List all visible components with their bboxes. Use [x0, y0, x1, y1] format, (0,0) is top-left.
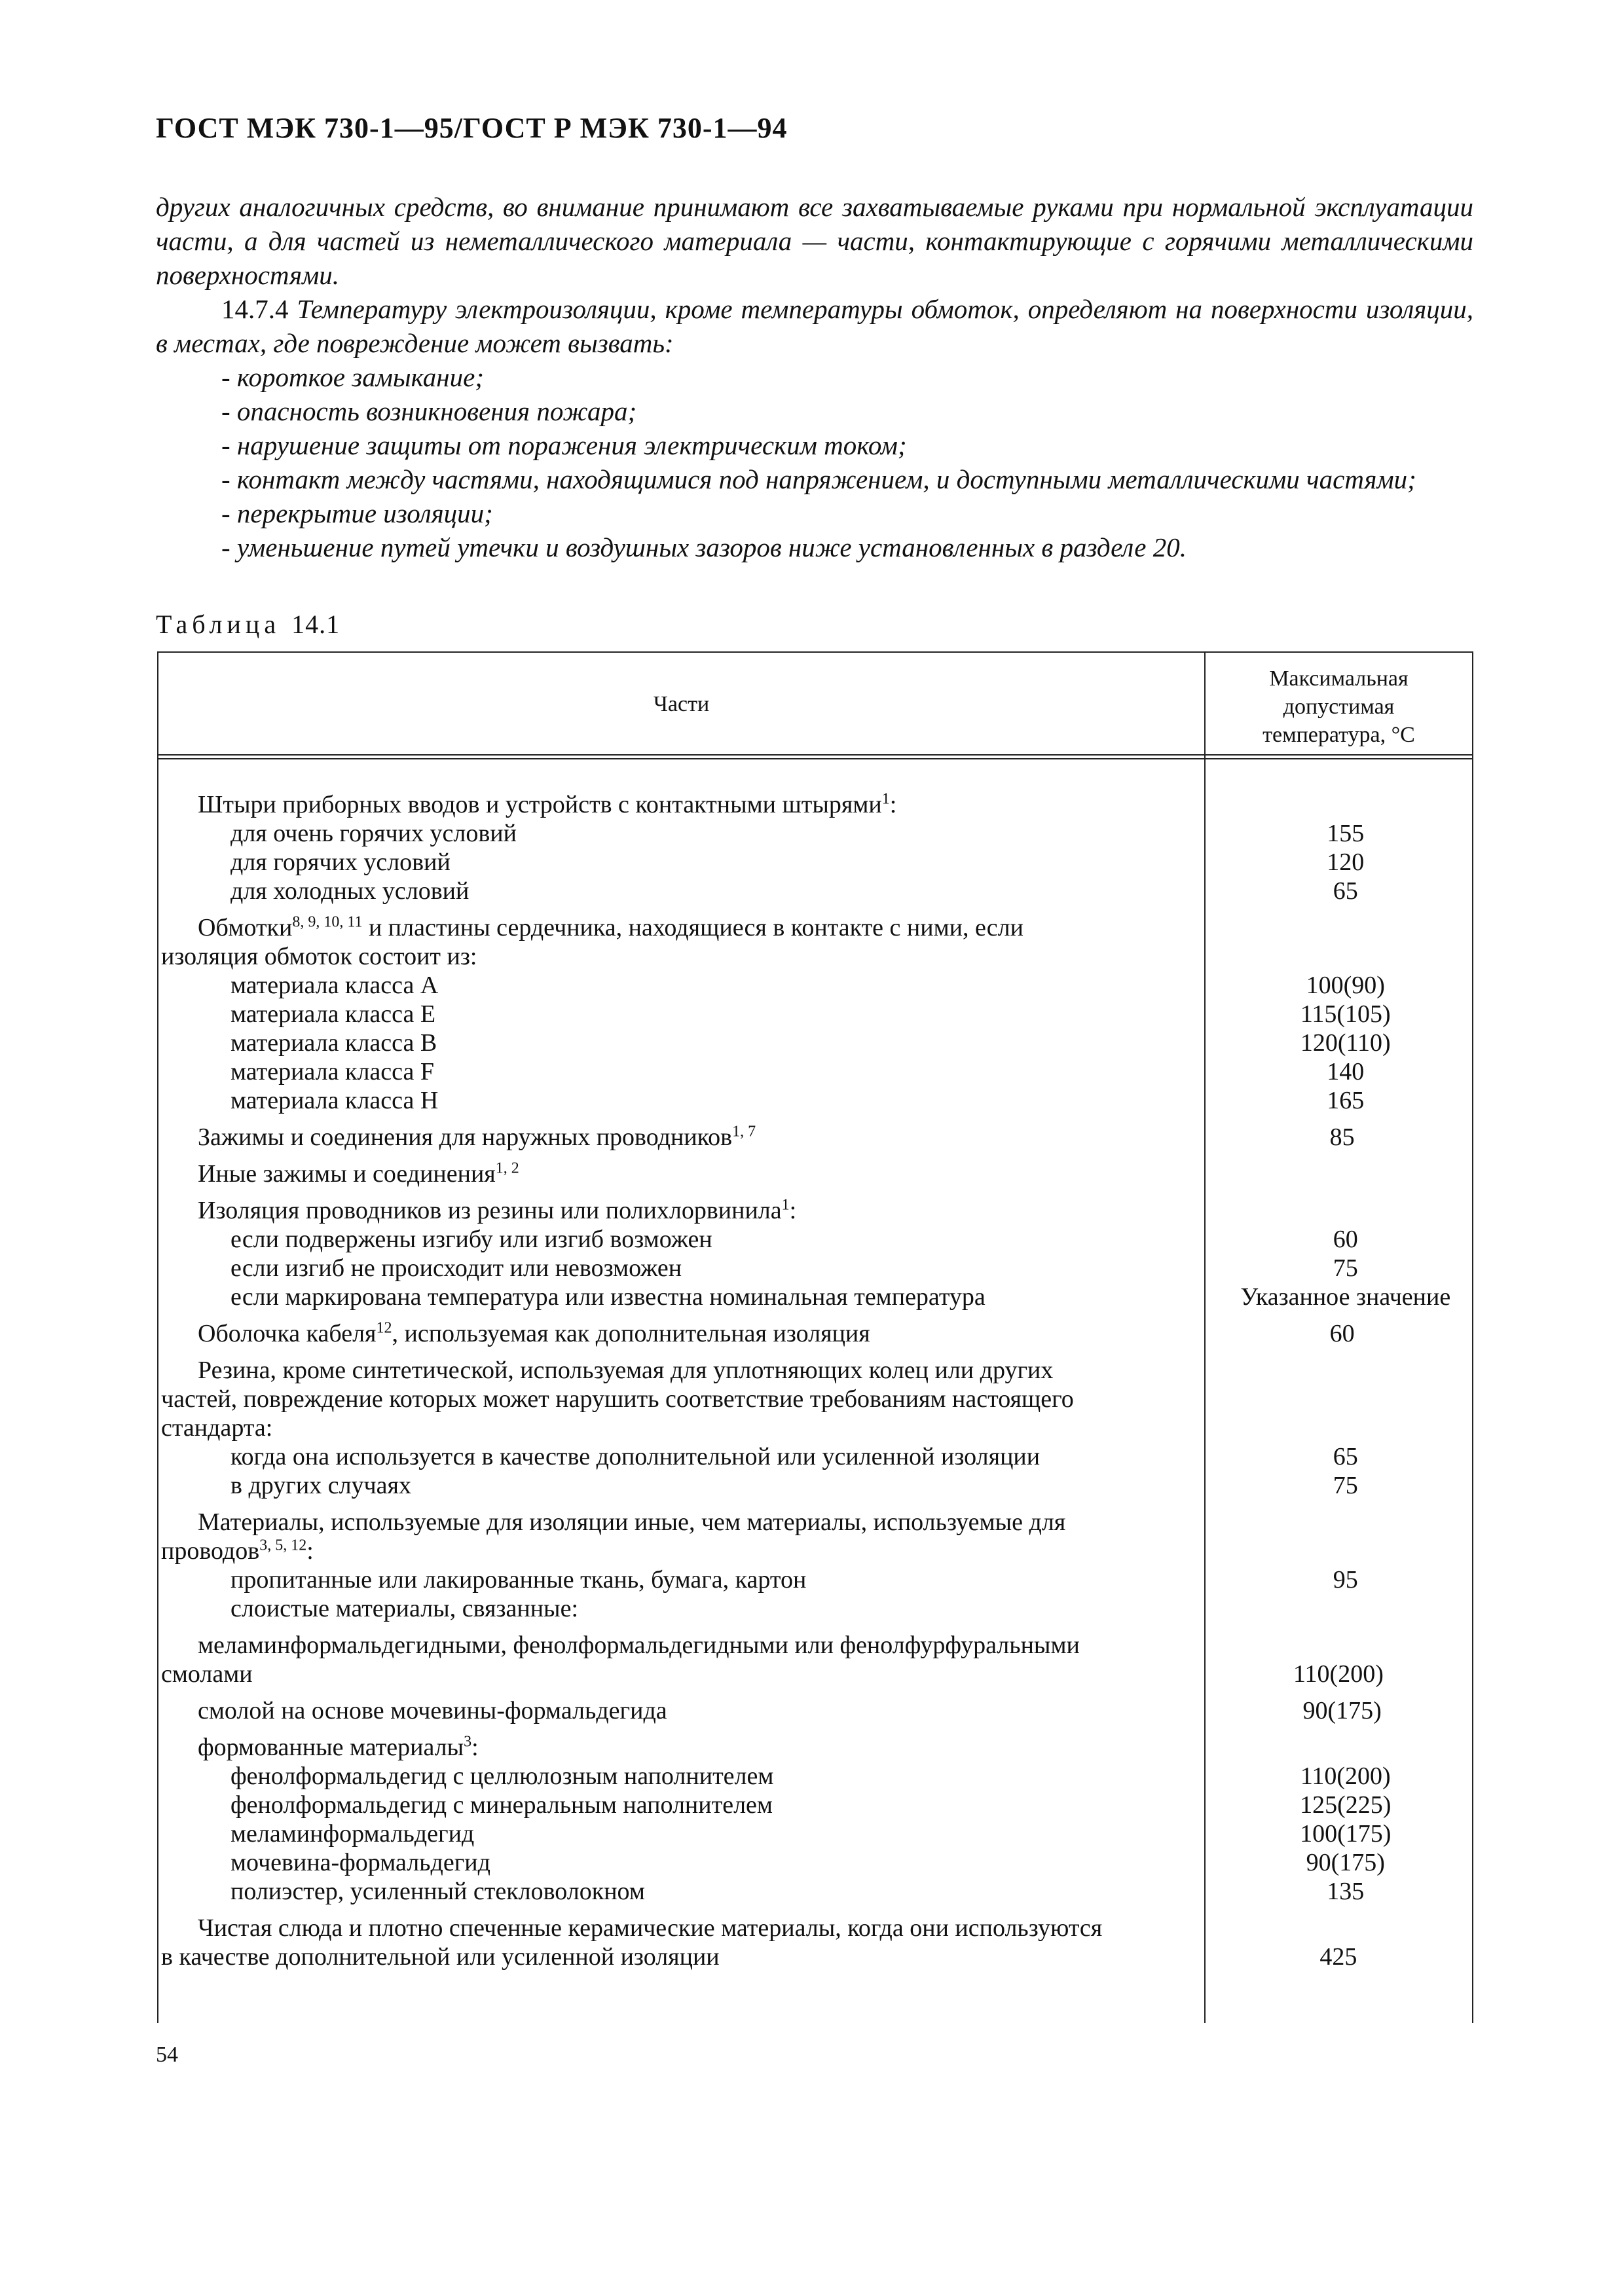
footnote-ref: 3: [464, 1733, 472, 1751]
row-max-temperature: 90(175): [1302, 1697, 1382, 1724]
header-rule: [158, 754, 1472, 756]
table-caption-number: 14.1: [291, 610, 341, 639]
table-row: [158, 1442, 1472, 1471]
row-part: [158, 1733, 1212, 1762]
row-part-text: если маркирована температура или известна номинальная температура: [230, 1283, 986, 1311]
row-part-text: материала класса F: [230, 1058, 434, 1085]
row-max-temperature: 100(175): [1300, 1820, 1392, 1848]
table-row: [158, 1508, 1472, 1537]
row-part-text: Обмотки: [198, 914, 293, 941]
row-part: [158, 1413, 1205, 1442]
row-max-temperature: 100(90): [1306, 972, 1385, 999]
row-part-text: материала класса В: [230, 1029, 437, 1057]
row-part: [158, 1660, 1205, 1688]
row-part: [158, 1848, 1219, 1877]
row-part: [158, 971, 1219, 1000]
table-row: [158, 1848, 1472, 1877]
row-part-text: смолами: [161, 1660, 253, 1688]
row-part: [158, 1319, 1212, 1348]
row-part-text: в других случаях: [230, 1472, 411, 1499]
row-part: [158, 848, 1219, 877]
row-part-text: проводов: [161, 1537, 260, 1565]
row-part-tail: :: [471, 1734, 479, 1761]
table-row: [158, 913, 1472, 942]
row-part: [158, 1057, 1219, 1086]
row-part-text: Оболочка кабеля: [198, 1320, 377, 1347]
row-max-temperature: 65: [1333, 877, 1358, 905]
row-part-text: Иные зажимы и соединения: [198, 1160, 496, 1188]
row-part-text: частей, повреждение которых может нарушить соответствие требованиям настоящего: [161, 1385, 1074, 1413]
footnote-ref: 1: [881, 790, 890, 808]
row-part-tail: , используемая как дополнительная изоляция: [392, 1320, 870, 1347]
row-part-text: фенолформальдегид с целлюлозным наполнителем: [230, 1762, 774, 1790]
row-part: [158, 1594, 1219, 1623]
row-part-text: Материалы, используемые для изоляции иные, чем материалы, используемые для: [198, 1508, 1066, 1536]
row-part: [158, 1508, 1212, 1537]
row-part: [158, 1123, 1212, 1152]
row-part-tail: :: [306, 1537, 314, 1565]
row-max-temperature: 125(225): [1300, 1791, 1392, 1819]
row-max-temperature: 155: [1327, 820, 1365, 847]
table-row: [158, 1762, 1472, 1791]
table-row: [158, 1631, 1472, 1660]
row-part: [158, 877, 1219, 905]
table-row: [158, 1225, 1472, 1254]
header-max-temperature: [1206, 665, 1472, 749]
row-part-text: пропитанные или лакированные ткань, бумага, картон: [230, 1566, 807, 1594]
list-item: - опасность возникновения пожара;: [221, 396, 637, 426]
row-part: [158, 1631, 1212, 1660]
table-row: [158, 1565, 1472, 1594]
header-temp-line: допустимая: [1283, 695, 1395, 719]
row-max-temperature: 140: [1327, 1058, 1365, 1085]
table-row: [158, 1123, 1472, 1152]
row-part-text: материала класса А: [230, 972, 439, 999]
row-max-temperature: 135: [1327, 1878, 1365, 1905]
row-part-text: смолой на основе мочевины-формальдегида: [198, 1697, 667, 1724]
table-row: [158, 1819, 1472, 1848]
intro-text: [156, 190, 1473, 564]
row-part: [158, 1565, 1219, 1594]
list-item: - контакт между частями, находящимися под напряжением, и доступными металлическими частями;: [221, 464, 1416, 494]
table-row: [158, 1196, 1472, 1225]
row-max-temperature: 95: [1333, 1566, 1358, 1594]
table-row: [158, 1356, 1472, 1385]
table-row: [158, 942, 1472, 971]
row-part: [158, 1914, 1212, 1942]
table-row: [158, 1385, 1472, 1413]
footnote-ref: 1: [781, 1196, 790, 1214]
row-max-temperature: 60: [1329, 1320, 1355, 1347]
row-part: [158, 790, 1212, 819]
row-max-temperature: 75: [1333, 1254, 1358, 1282]
row-part: [158, 1696, 1212, 1725]
row-max-temperature: Указанное значение: [1240, 1283, 1451, 1311]
row-part: [158, 1442, 1219, 1471]
row-part-text: материала класса Н: [230, 1087, 439, 1114]
table-row: [158, 1159, 1472, 1188]
table-row: [158, 1594, 1472, 1623]
row-part-text: меламинформальдегидными, фенолформальдегидными или фенолфурфуральными: [198, 1631, 1080, 1659]
row-part-text: Зажимы и соединения для наружных проводников: [198, 1123, 733, 1151]
row-part-text: Резина, кроме синтетической, используемая для уплотняющих колец или других: [198, 1357, 1054, 1384]
row-part-text: для очень горячих условий: [230, 820, 517, 847]
table-row: [158, 1791, 1472, 1819]
row-part: [158, 1159, 1212, 1188]
row-part-tail: :: [889, 791, 897, 818]
row-max-temperature: 85: [1329, 1123, 1355, 1151]
row-part-text: полиэстер, усиленный стекловолокном: [230, 1878, 645, 1905]
list-item: - нарушение защиты от поражения электрическим током;: [221, 430, 907, 460]
row-part: [158, 1762, 1219, 1791]
row-part-text: материала класса Е: [230, 1000, 436, 1028]
table-row: [158, 848, 1472, 877]
row-part: [158, 1385, 1205, 1413]
table-row: [158, 1877, 1472, 1906]
row-max-temperature: 120(110): [1300, 1029, 1391, 1057]
header-temp-line: Максимальная: [1269, 666, 1409, 691]
row-part-text: фенолформальдегид с минеральным наполнителем: [230, 1791, 773, 1819]
row-part-tail: и пластины сердечника, находящиеся в контакте с ними, если: [362, 914, 1023, 941]
table-14-1: [157, 651, 1473, 2023]
row-part: [158, 1791, 1219, 1819]
table-row: [158, 1471, 1472, 1500]
row-part: [158, 1086, 1219, 1115]
table-row: [158, 1942, 1472, 1971]
row-part: [158, 1819, 1219, 1848]
footnote-ref: 1, 7: [732, 1123, 756, 1140]
row-part: [158, 1283, 1219, 1311]
row-part-tail: :: [789, 1197, 797, 1224]
row-part-text: меламинформальдегид: [230, 1820, 475, 1848]
row-part-text: формованные материалы: [198, 1734, 464, 1761]
row-max-temperature: 90(175): [1306, 1849, 1385, 1876]
clause-14-7-4: [156, 292, 1473, 360]
footnote-ref: 12: [376, 1319, 392, 1337]
row-max-temperature: 120: [1327, 848, 1365, 876]
header-temp-line: температура, °С: [1263, 723, 1415, 747]
row-part: [158, 819, 1219, 848]
document-header: ГОСТ МЭК 730-1—95/ГОСТ Р МЭК 730-1—94: [156, 112, 788, 144]
row-max-temperature: 75: [1333, 1472, 1358, 1499]
table-row: [158, 1696, 1472, 1725]
row-part-text: если подвержены изгибу или изгиб возможен: [230, 1226, 712, 1253]
row-part-text: слоистые материалы, связанные:: [230, 1595, 578, 1622]
row-part-text: когда она используется в качестве дополнительной или усиленной изоляции: [230, 1443, 1041, 1470]
row-part: [158, 1254, 1219, 1283]
row-part-text: Изоляция проводников из резины или полихлорвинила: [198, 1197, 782, 1224]
row-part: [158, 1942, 1205, 1971]
row-part: [158, 1356, 1212, 1385]
row-part-text: для горячих условий: [230, 848, 451, 876]
intro-continuation: других аналогичных средств, во внимание принимают все захватываемые руками при нормальной эксплуатации части, а для частей из неметаллического материала — части, контактирующие с горячими металлическими поверхностями.: [156, 192, 1473, 290]
clause-number: 14.7.4: [221, 294, 289, 324]
table-caption-word: Таблица: [156, 610, 281, 639]
footnote-ref: 8, 9, 10, 11: [292, 913, 363, 931]
row-part-text: Штыри приборных вводов и устройств с контактными штырями: [198, 791, 882, 818]
list-item: - перекрытие изоляции;: [221, 498, 493, 528]
table-row: [158, 1029, 1472, 1057]
row-part: [158, 1877, 1219, 1906]
row-part-text: мочевина-формальдегид: [230, 1849, 490, 1876]
page-number: 54: [156, 2043, 178, 2067]
row-part: [158, 1537, 1205, 1565]
table-row: [158, 819, 1472, 848]
footnote-ref: 3, 5, 12: [259, 1537, 307, 1554]
row-part-text: Чистая слюда и плотно спеченные керамические материалы, когда они используются: [198, 1914, 1103, 1942]
row-max-temperature: 115(105): [1300, 1000, 1391, 1028]
row-part-text: изоляция обмоток состоит из:: [161, 943, 477, 970]
row-max-temperature: 425: [1319, 1943, 1357, 1971]
row-part-text: для холодных условий: [230, 877, 470, 905]
table-row: [158, 1283, 1472, 1311]
clause-text: Температуру электроизоляции, кроме температуры обмоток, определяют на поверхности изоляции, в местах, где повреждение может вызвать:: [156, 294, 1474, 358]
table-row: [158, 1086, 1472, 1115]
table-body: [158, 790, 1472, 1971]
row-part-text: стандарта:: [161, 1414, 273, 1442]
list-item: - короткое замыкание;: [221, 362, 484, 392]
row-part: [158, 1029, 1219, 1057]
row-part: [158, 1000, 1219, 1029]
footnote-ref: 1, 2: [495, 1159, 519, 1177]
row-part: [158, 1225, 1219, 1254]
row-max-temperature: 65: [1333, 1443, 1358, 1470]
table-row: [158, 1413, 1472, 1442]
row-part-text: если изгиб не происходит или невозможен: [230, 1254, 682, 1282]
row-part-text: в качестве дополнительной или усиленной изоляции: [161, 1943, 720, 1971]
table-row: [158, 877, 1472, 905]
table-row: [158, 1914, 1472, 1942]
table-row: [158, 1000, 1472, 1029]
row-max-temperature: 165: [1327, 1087, 1365, 1114]
table-row: [158, 1660, 1472, 1688]
table-row: [158, 971, 1472, 1000]
row-max-temperature: 110(200): [1300, 1762, 1391, 1790]
row-max-temperature: 60: [1333, 1226, 1358, 1253]
table-row: [158, 1319, 1472, 1348]
row-part: [158, 913, 1212, 942]
table-row: [158, 790, 1472, 819]
row-part: [158, 1471, 1219, 1500]
list-item: - уменьшение путей утечки и воздушных зазоров ниже установленных в разделе 20.: [221, 532, 1187, 562]
table-row: [158, 1733, 1472, 1762]
header-parts: Части: [653, 692, 710, 716]
table-row: [158, 1057, 1472, 1086]
table-row: [158, 1537, 1472, 1565]
row-part: [158, 1196, 1212, 1225]
table-caption: [156, 609, 340, 640]
row-max-temperature: 110(200): [1293, 1660, 1384, 1688]
row-part: [158, 942, 1205, 971]
header-rule: [158, 758, 1472, 759]
table-row: [158, 1254, 1472, 1283]
